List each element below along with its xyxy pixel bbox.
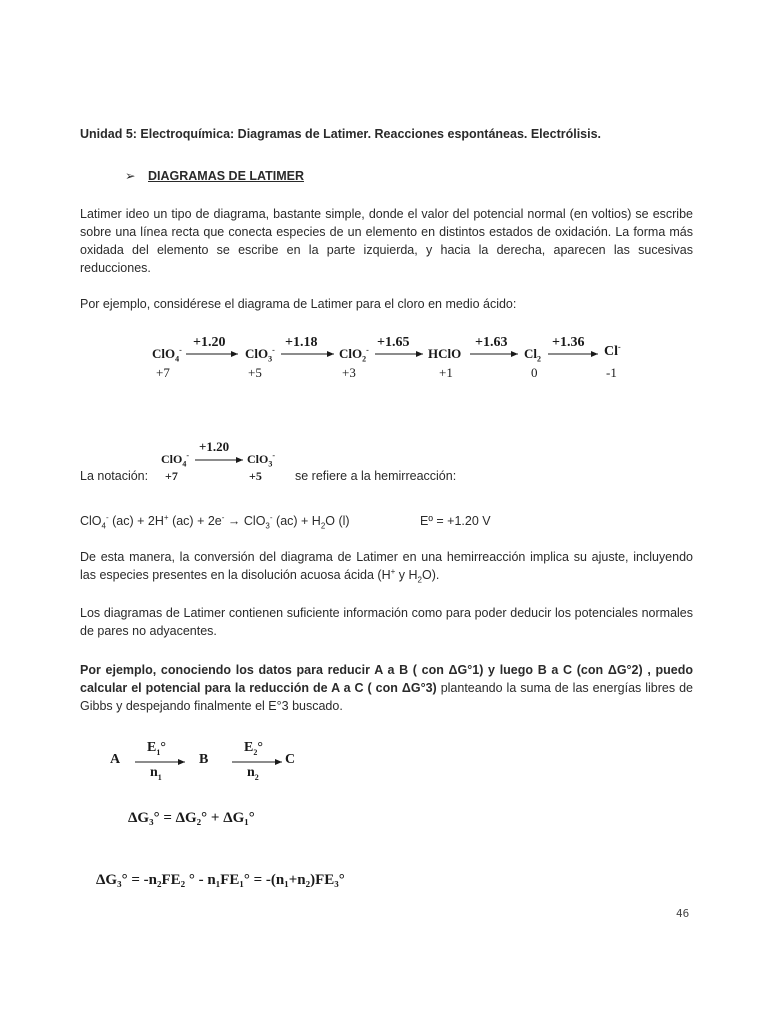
paragraph-adjustment: De esta manera, la conversión del diagrama de Latimer en una hemirreacción implica su ajuste, incluyendo las especies presentes en la disolución acuosa ácida (H+ y $H_2O$).	[80, 550, 693, 585]
latimer-species: $Cl_2$	[524, 346, 541, 364]
notation-right-species: ClO$_3$-	[247, 451, 276, 469]
latimer-potential: +1.65	[377, 335, 410, 350]
oxidation-state: +7	[165, 469, 178, 483]
electrons-n1: $n_1$	[150, 765, 162, 782]
page-heading: Unidad 5: Electroquímica: Diagramas de Latimer. Reacciones espontáneas. Electrólisis.	[80, 127, 602, 141]
species-b: B	[199, 752, 209, 767]
paragraph-gibbs-example: Por ejemplo, conociendo los datos para reducir A a B ( con ΔG°1) y luego B a C (con ΔG°2) , puedo calcular el potencial para la reducción de A a C ( con ΔG°3) planteando la suma de las energías libres de Gibbs y despejando finalmente el E°3 buscado.	[80, 663, 693, 713]
oxidation-state: +1	[439, 365, 453, 380]
gibbs-potential-equation: ΔG₃° = -n₂FE₂ ° - n₁FE₁° = -(n₁+n₂)FE₃°	[96, 872, 345, 888]
species-c: C	[285, 752, 296, 767]
notation-diagram	[155, 438, 295, 488]
notation-potential: +1.20	[199, 439, 230, 454]
notation-left-species: ClO$_4$-	[161, 451, 190, 469]
latimer-potential: +1.20	[193, 335, 226, 350]
paragraph-nonadjacent: Los diagramas de Latimer contienen suficiente información como para poder deducir los potenciales normales de pares no adyacentes.	[80, 606, 693, 638]
notation-label: La notación:	[80, 469, 149, 483]
half-reaction: ClO$_4$- (ac) + 2H+ (ac) + 2e- → ClO$_3$- $(ac) + H_2O$ (l)	[80, 512, 350, 531]
oxidation-state: +7	[156, 365, 170, 380]
latimer-species: ClO$_3$-	[245, 345, 275, 364]
oxidation-state: +3	[342, 365, 356, 380]
intro-paragraph: Latimer ideo un tipo de diagrama, bastante simple, donde el valor del potencial normal (en voltios) se escribe sobre una línea recta que conecta especies de un elemento en distintos estados de oxidación. La forma más oxidada del elemento se escribe en la parte izquierda, y hacia la derecha, aparecen las sucesivas reducciones.	[80, 207, 693, 275]
latimer-potential: +1.36	[552, 335, 585, 350]
section-bullet-icon: ➢	[125, 169, 136, 183]
latimer-species: ClO$_2$-	[339, 345, 369, 364]
gibbs-sum-equation: ΔG₃° = ΔG₂° + ΔG₁°	[128, 810, 255, 826]
oxidation-state: +5	[249, 469, 262, 483]
potential-e2: $E_2^\circ$	[244, 740, 263, 757]
half-reaction-potential: Eº = +1.20 V	[420, 514, 491, 528]
potential-e1: $E_1^\circ$	[147, 740, 166, 757]
oxidation-state: +5	[248, 365, 262, 380]
section-title: DIAGRAMAS DE LATIMER	[148, 169, 305, 183]
species-a: A	[110, 752, 121, 767]
latimer-species: ClO$_4$-	[152, 345, 182, 364]
latimer-species: HClO	[428, 346, 462, 361]
oxidation-state: -1	[606, 365, 617, 380]
oxidation-state: 0	[531, 365, 538, 380]
page-number: 46	[676, 907, 690, 920]
notation-suffix: se refiere a la hemirreacción:	[295, 469, 457, 483]
reduction-scheme	[100, 738, 330, 788]
latimer-potential: +1.63	[475, 335, 508, 350]
latimer-diagram	[0, 330, 768, 390]
example-text: Por ejemplo, considérese el diagrama de Latimer para el cloro en medio ácido:	[80, 297, 517, 311]
latimer-potential: +1.18	[285, 335, 318, 350]
latimer-species: Cl-	[604, 342, 621, 359]
electrons-n2: $n_2$	[247, 765, 259, 782]
